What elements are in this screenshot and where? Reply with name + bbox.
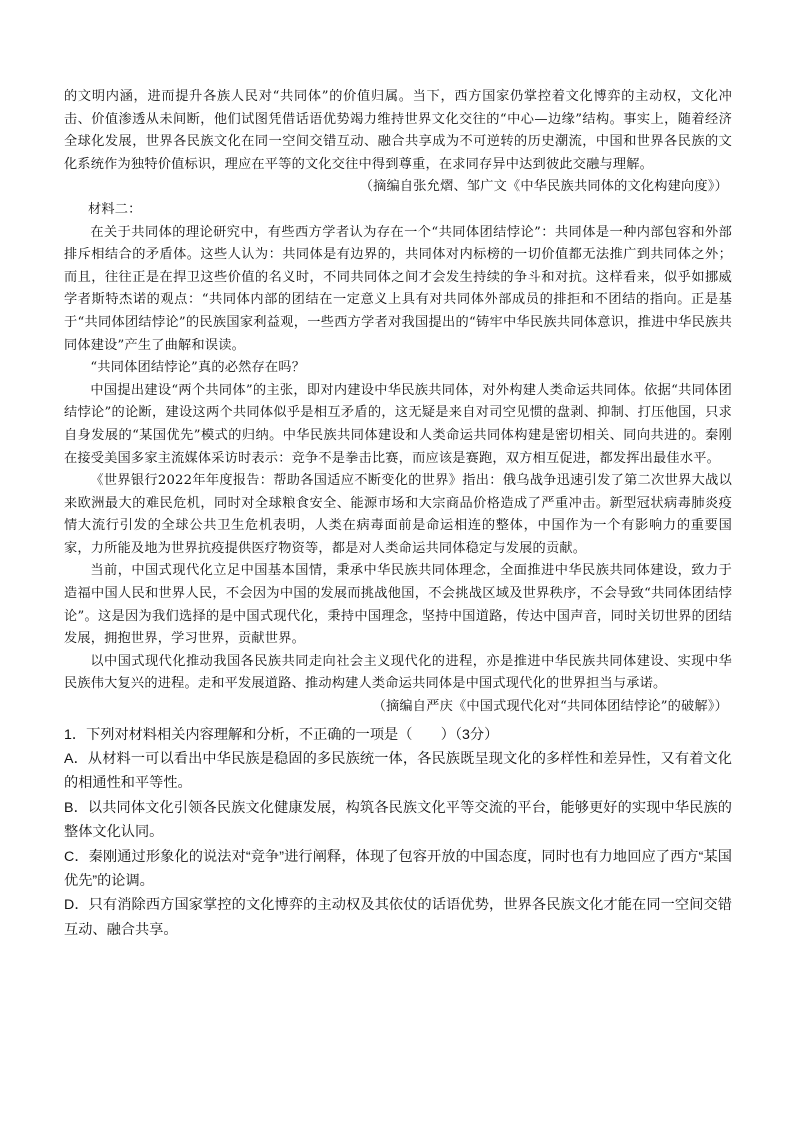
material-two-paragraph-1: 在关于共同体的理论研究中，有些西方学者认为存在一个“共同体团结悖论”：共同体是一种内部包容和外部排斥相结合的矛盾体。这些人认为：共同体是有边界的，共同体对内标榜的一切价值都无法推广到共同体之外；而且，往往正是在捍卫这些价值的名义时，不同共同体之间才会发生持续的争斗和对抗。这样看来，似乎如挪威学者斯特杰诺的观点：“共同体内部的团结在一定意义上具有对共同体外部成员的排拒和不团结的指向。正是基于“共同体团结悖论”的民族国家利益观，一些西方学者对我国提出的“铸牢中华民族共同体意识，推进中华民族共同体建设”产生了曲解和误读。 [64, 224, 732, 353]
material-two-paragraph-5: 当前，中国式现代化立足中国基本国情，秉承中华民族共同体理念，全面推进中华民族共同体建设，致力于造福中国人民和世界人民，不会因为中国的发展而挑战他国，不会挑战区域及世界秩序，不会导致“共同体团结悖论”。这是因为我们选择的是中国式现代化，秉持中国理念，坚持中国道路，传达中国声音，同时关切世界的团结发展，拥抱世界，学习世界，贡献世界。 [64, 563, 732, 647]
question-section [64, 723, 732, 943]
material-two-source: （摘编自严庆《中国式现代化对“共同体团结悖论”的破解》） [372, 699, 728, 715]
material-two-label: 材料二： [88, 201, 142, 217]
material-two-paragraph-4: 《世界银行2022年年度报告：帮助各国适应不断变化的世界》指出：俄乌战争迅速引发了第二次世界大战以来欧洲最大的难民危机，同时对全球粮食安全、能源市场和大宗商品价格造成了严重冲击。新型冠状病毒肺炎疫情大流行引发的全球公共卫生危机表明，人类在病毒面前是命运相连的整体，中国作为一个有影响力的重要国家，力所能及地为世界抗疫提供医疗物资等，都是对人类命运共同体稳定与发展的贡献。 [64, 473, 732, 556]
material-two-section [64, 199, 732, 719]
material-one-section [64, 86, 732, 199]
material-one-source: （摘编自张允熠、邹广文《中华民族共同体的文化构建向度》） [359, 179, 728, 195]
option-a: A．从材料一可以看出中华民族是稳固的多民族统一体，各民族既呈现文化的多样性和差异性，又有着文化的相通性和平等性。 [64, 751, 732, 792]
material-one-paragraph: 的文明内涵，进而提升各族人民对“共同体”的价值归属。当下，西方国家仍掌控着文化博弈的主动权，文化冲击、价值渗透从未间断，他们试图凭借话语优势竭力维持世界文化交往的“中心—边缘”结构。事实上，随着经济全球化发展，世界各民族文化在同一空间交错互动、融合共享成为不可逆转的历史潮流，中国和世界各民族的文化系统作为独特价值标识，理应在平等的文化交往中得到尊重，在求同存异中达到彼此交融与理解。 [64, 89, 732, 172]
material-two-paragraph-3: 中国提出建设“两个共同体”的主张，即对内建设中华民族共同体，对外构建人类命运共同体。依据“共同体团结悖论”的论断，建设这两个共同体似乎是相互矛盾的，这无疑是来自对司空见惯的盘剥、抑制、打压他国，只求自身发展的“某国优先”模式的归纳。中华民族共同体建设和人类命运共同体构建是密切相关、同向共进的。秦刚在接受美国多家主流媒体采访时表示：竞争不是拳击比赛，而应该是赛跑，双方相互促进，都发挥出最佳水平。 [64, 382, 732, 466]
option-c: C．秦刚通过形象化的说法对“竞争”进行阐释，体现了包容开放的中国态度，同时也有力地回应了西方“某国优先”的论调。 [64, 848, 732, 890]
option-b: B．以共同体文化引领各民族文化健康发展，构筑各民族文化平等交流的平台，能够更好的实现中华民族的整体文化认同。 [64, 799, 732, 841]
material-two-paragraph-2: “共同体团结悖论”真的必然存在吗？ [90, 360, 306, 376]
material-two-paragraph-6: 以中国式现代化推动我国各民族共同走向社会主义现代化的进程，亦是推进中华民族共同体建设、实现中华民族伟大复兴的进程。走和平发展道路、推动构建人类命运共同体是中国式现代化的世界担当与承诺。 [64, 653, 732, 692]
document-page [64, 86, 732, 942]
question-stem: 1．下列对材料相关内容理解和分析，不正确的一项是（ ）（3分） [64, 726, 499, 743]
option-d: D．只有消除西方国家掌控的文化博弈的主动权及其依仗的话语优势，世界各民族文化才能在同一空间交错互动、融合共享。 [64, 897, 732, 938]
